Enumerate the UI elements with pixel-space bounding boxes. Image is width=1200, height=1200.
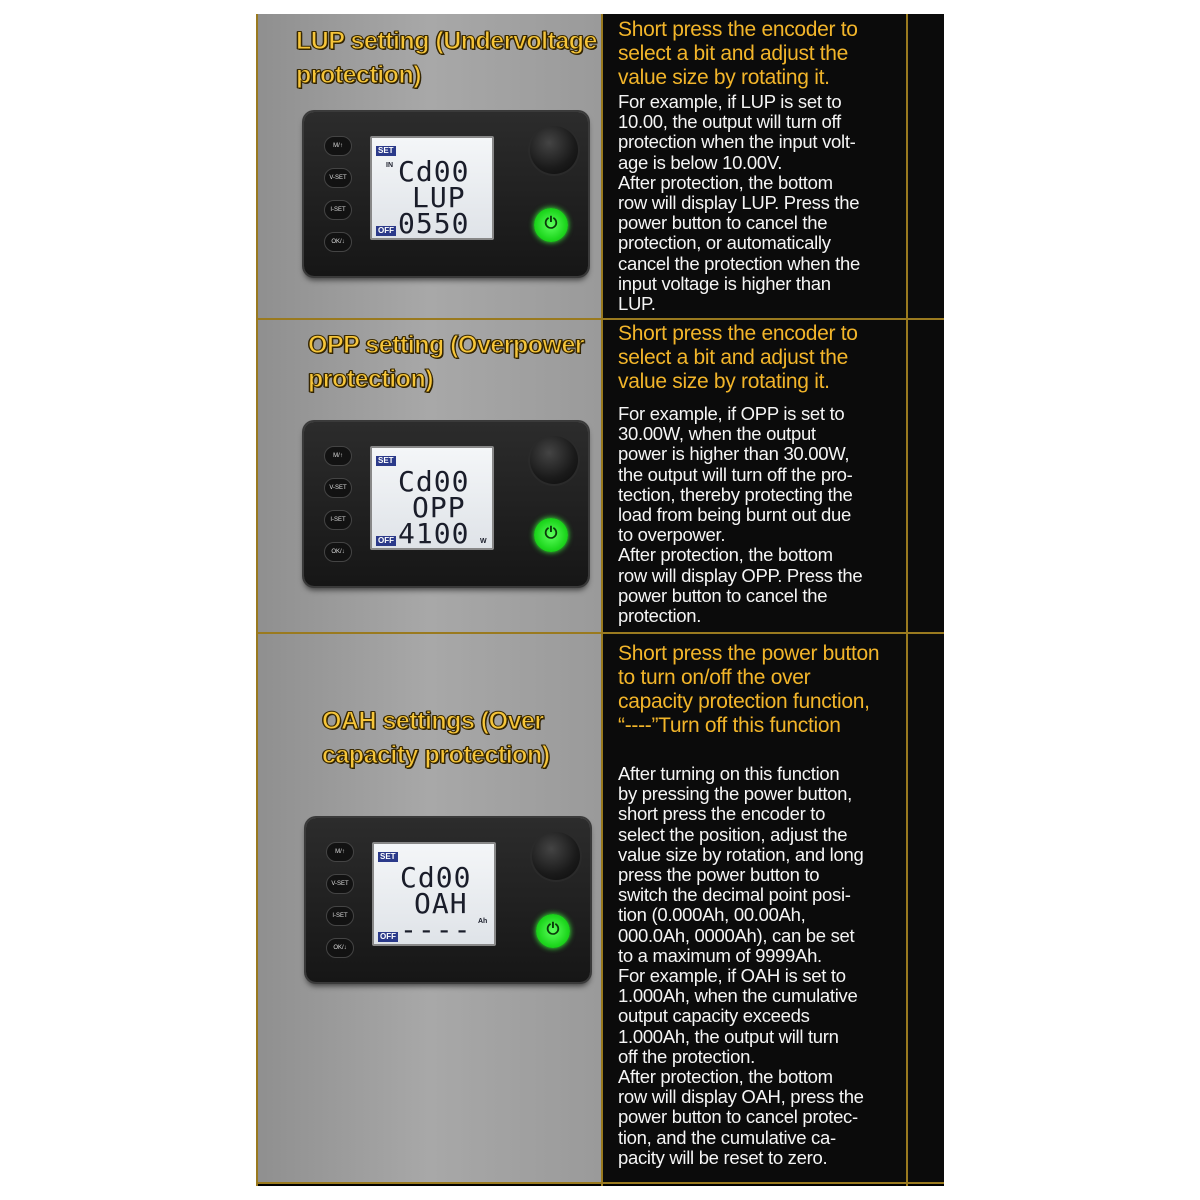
off-badge: OFF bbox=[378, 536, 394, 545]
in-label: IN bbox=[386, 162, 393, 169]
oah-body: After turning on this function by pressing the power button, short press the encoder to select the position, adjust the value size by rotation, and long press the power button to switch the decimal point posi- tion (0.000Ah, 00.00Ah, 000.0Ah, 0000Ah), can be set to a maximum of 9999Ah. For example, if OAH is set to 1.000Ah, when the cumulative output capacity exceeds 1.000Ah, the output will turn off the protection. After protection, the bottom row will display OAH, press the power button to cancel protec- tion, and the cumulative ca- pacity will be reset to zero. bbox=[618, 763, 864, 1168]
opp-device bbox=[304, 422, 588, 586]
oah-title: OAH settings (Over capacity protection) bbox=[322, 707, 550, 769]
set-badge: SET bbox=[380, 852, 396, 861]
lup-body: For example, if LUP is set to 10.00, the output will turn off protection when the input volt- age is below 10.00V. After protection, the bottom row will display LUP. Press the power button to cancel the protection, or automatically cancel the protection when the input voltage is higher than LUP. bbox=[618, 91, 860, 315]
off-badge: OFF bbox=[378, 226, 394, 235]
mode-up-button: M/↑ bbox=[324, 136, 352, 156]
ok-down-button: OK/↓ bbox=[324, 542, 352, 562]
opp-title: OPP setting (Overpower protection) bbox=[308, 331, 585, 393]
lup-instruction: Short press the encoder to select a bit and adjust the value size by rotating it. bbox=[618, 18, 858, 89]
off-badge: OFF bbox=[380, 932, 396, 941]
lup-title: LUP setting (Undervoltage protection) bbox=[296, 27, 597, 89]
oah-device bbox=[306, 818, 590, 982]
unit-label: Ah bbox=[478, 918, 488, 925]
iset-button: I-SET bbox=[324, 200, 352, 220]
instruction-sheet bbox=[256, 14, 944, 1186]
lcd-row-3: 0550 bbox=[398, 207, 470, 240]
lcd-row-3: 4100 bbox=[398, 517, 470, 550]
vset-button: V-SET bbox=[324, 168, 352, 188]
right-border bbox=[906, 14, 908, 1186]
power-button-icon: ⏻ bbox=[534, 208, 568, 242]
ok-down-button: OK/↓ bbox=[326, 938, 354, 958]
section-divider bbox=[256, 1182, 944, 1184]
ok-down-button: OK/↓ bbox=[324, 232, 352, 252]
set-badge: SET bbox=[378, 456, 394, 465]
lcd-row-1: Cd00 bbox=[400, 861, 472, 894]
encoder-knob-icon bbox=[532, 832, 580, 880]
mode-up-button: M/↑ bbox=[326, 842, 354, 862]
unit-label: W bbox=[480, 538, 487, 545]
lcd-row-3: ---- bbox=[400, 913, 472, 946]
column-divider bbox=[601, 14, 603, 1186]
encoder-knob-icon bbox=[530, 126, 578, 174]
lup-device bbox=[304, 112, 588, 276]
power-button-icon: ⏻ bbox=[534, 518, 568, 552]
lcd-row-1: Cd00 bbox=[398, 155, 470, 188]
left-border bbox=[256, 14, 258, 1186]
mode-up-button: M/↑ bbox=[324, 446, 352, 466]
lcd-screen bbox=[370, 446, 494, 550]
lcd-row-1: Cd00 bbox=[398, 465, 470, 498]
power-button-icon: ⏻ bbox=[536, 914, 570, 948]
encoder-knob-icon bbox=[530, 436, 578, 484]
lcd-row-2: OAH bbox=[414, 887, 468, 920]
iset-button: I-SET bbox=[324, 510, 352, 530]
vset-button: V-SET bbox=[326, 874, 354, 894]
oah-instruction: Short press the power button to turn on/off the over capacity protection function, “----”Turn off this function bbox=[618, 642, 880, 737]
set-badge: SET bbox=[378, 146, 394, 155]
lcd-screen bbox=[370, 136, 494, 240]
opp-body: For example, if OPP is set to 30.00W, when the output power is higher than 30.00W, the output will turn off the pro- tection, thereby protecting the load from being burnt out due to overpower. After protection, the bottom row will display OPP. Press the power button to cancel the protection. bbox=[618, 403, 863, 627]
lcd-row-2: LUP bbox=[412, 181, 466, 214]
iset-button: I-SET bbox=[326, 906, 354, 926]
lcd-screen bbox=[372, 842, 496, 946]
vset-button: V-SET bbox=[324, 478, 352, 498]
opp-instruction: Short press the encoder to select a bit and adjust the value size by rotating it. bbox=[618, 322, 858, 393]
lcd-row-2: OPP bbox=[412, 491, 466, 524]
